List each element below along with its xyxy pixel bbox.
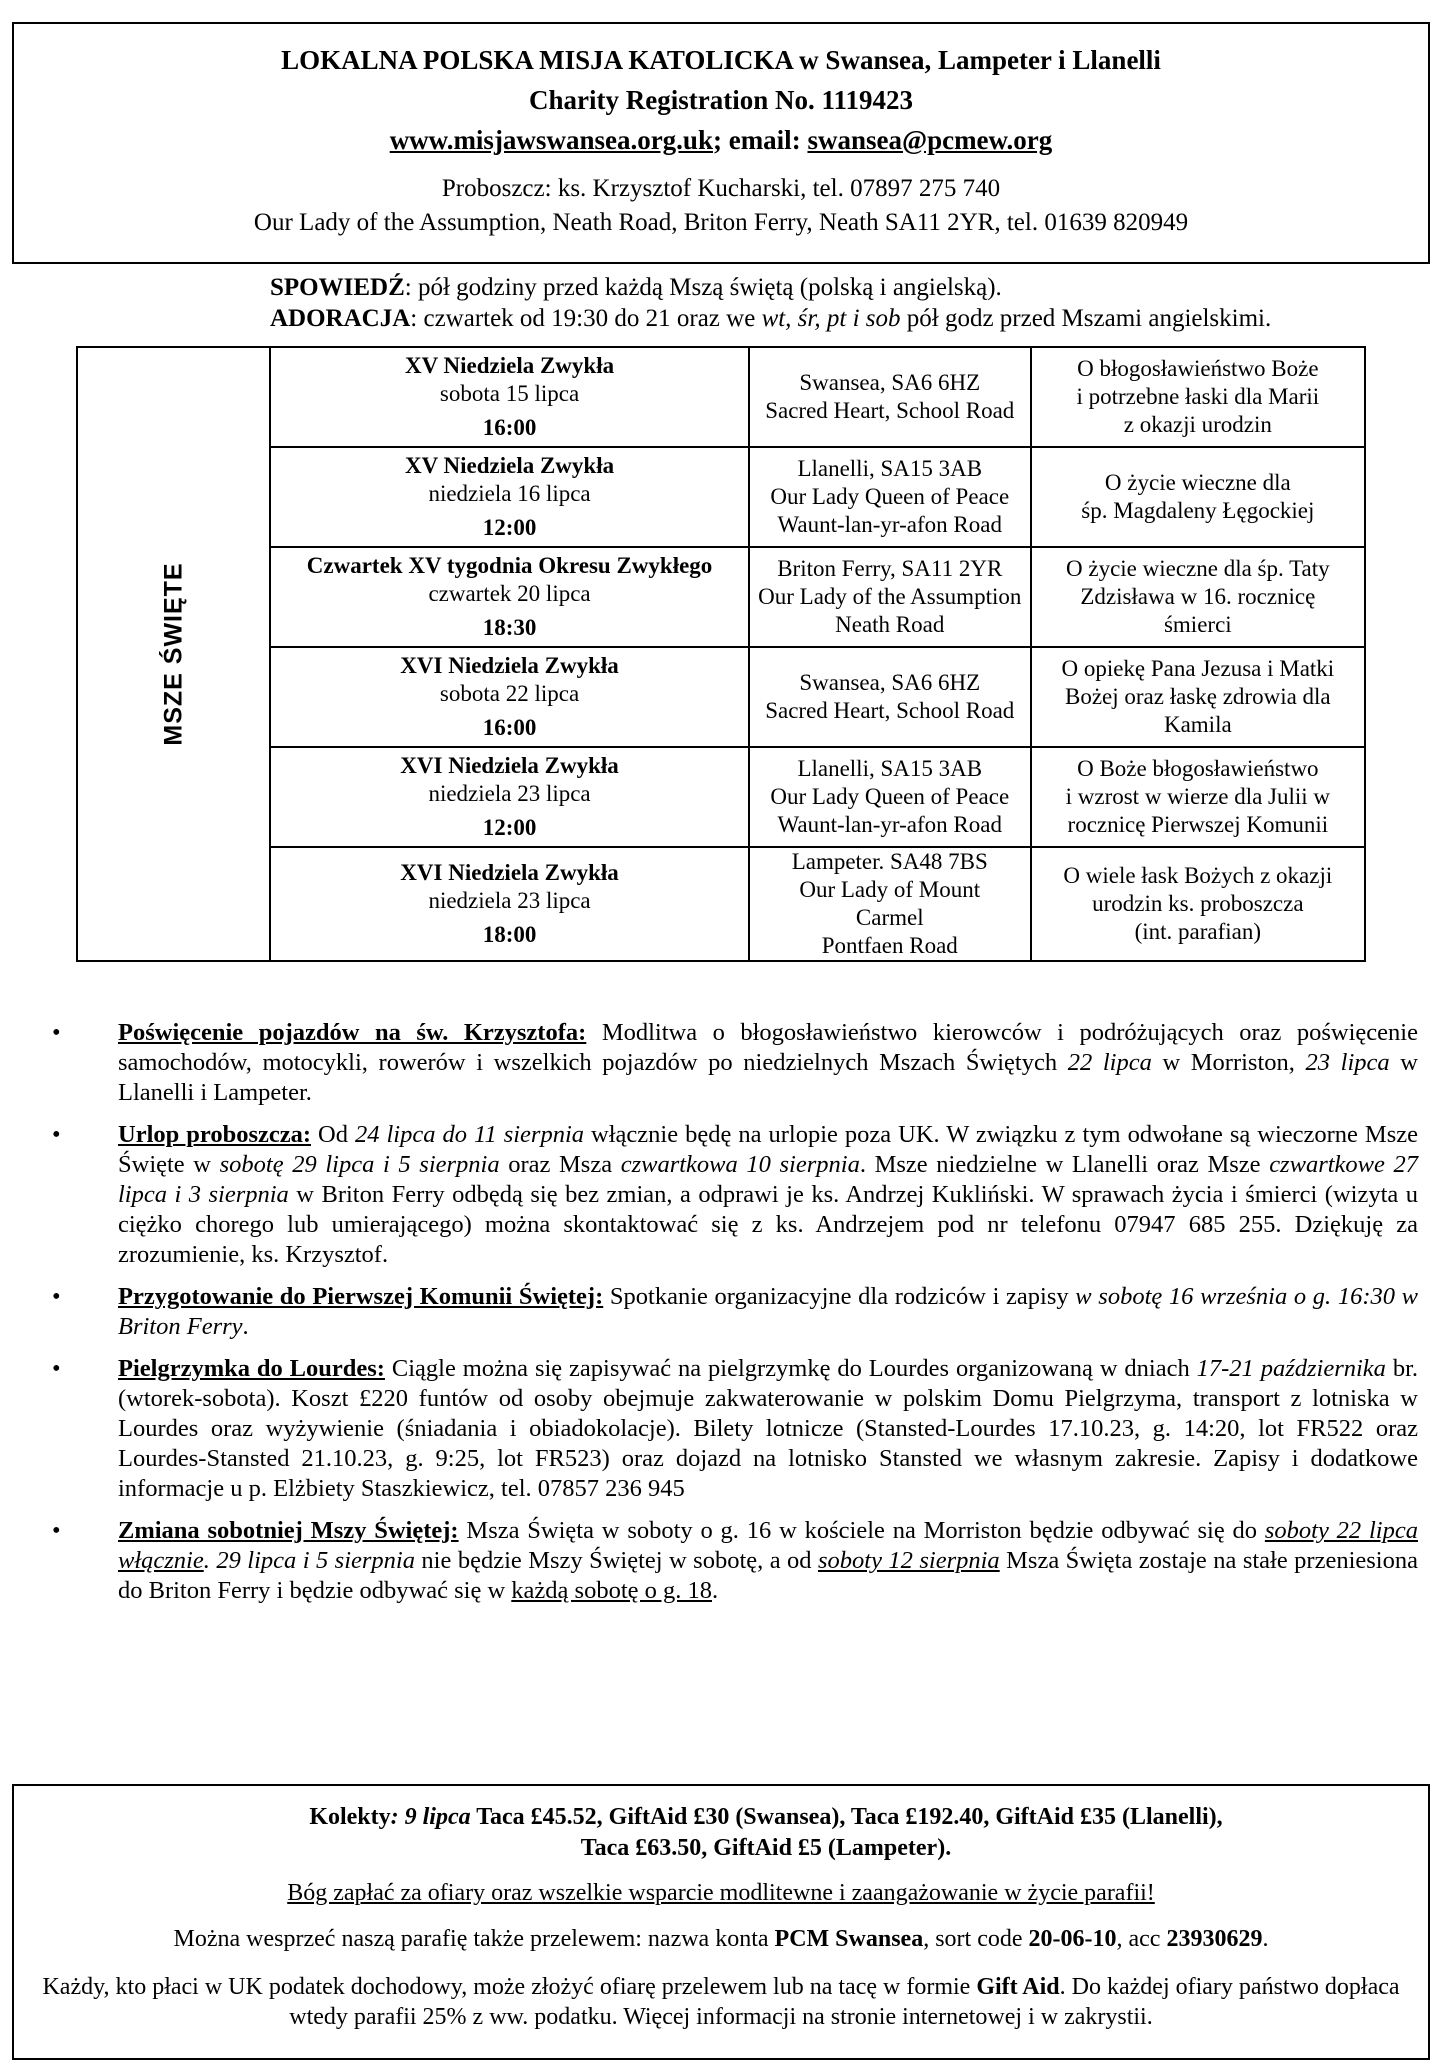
notice-text: czwartkowe 27 lipca i 3 sierpnia xyxy=(118,1151,1418,1208)
location-line: Our Lady of the Assumption xyxy=(758,584,1022,609)
header-box xyxy=(12,22,1430,264)
notice-text: w Briton Ferry odbędą się bez zmian, a odprawi je ks. Andrzej Kukliński. W sprawach życia i śmierci (wizyta u ciężko chorego lub umierającego) można skontaktować się z ks. Andrzejem pod nr telefonu 07947 685 255. Dziękuję za zrozumienie, ks. Krzysztof. xyxy=(118,1181,1418,1268)
mass-date: czwartek 20 lipca xyxy=(428,581,591,606)
intention-line: i potrzebne łaski dla Marii xyxy=(1076,384,1320,409)
mass-time: 12:00 xyxy=(482,815,537,840)
notice-text: . 29 lipca i 5 sierpnia xyxy=(203,1547,415,1574)
mass-schedule-table xyxy=(76,346,1366,962)
pastor-info: Proboszcz: ks. Krzysztof Kucharski, tel. 07897 275 740 xyxy=(441,175,1001,202)
location-line: Sacred Heart, School Road xyxy=(765,698,1015,723)
location-line: Briton Ferry, SA11 2YR xyxy=(777,556,1003,581)
mass-location-cell xyxy=(749,447,1031,547)
bullet-icon: • xyxy=(52,1019,61,1046)
notice-item xyxy=(48,1282,1418,1342)
account-name: PCM Swansea xyxy=(774,1926,924,1952)
location-line: Swansea, SA6 6HZ xyxy=(799,670,981,695)
intention-line: O życie wieczne dla śp. Taty xyxy=(1066,556,1330,581)
mass-title: XV Niedziela Zwykła xyxy=(404,353,615,378)
collections-line-1: Taca £45.52, GiftAid £30 (Swansea), Taca £192.40, GiftAid £35 (Llanelli), xyxy=(470,1804,1223,1830)
contact-links xyxy=(14,120,1428,160)
notice-text: każdą sobotę o g. 18 xyxy=(511,1577,712,1604)
mass-info-cell xyxy=(270,447,749,547)
mass-intention-cell xyxy=(1031,547,1365,647)
mass-time: 16:00 xyxy=(482,715,537,740)
transfer-text: Można wesprzeć naszą parafię także przelewem: nazwa konta xyxy=(173,1926,775,1952)
charity-registration: Charity Registration No. 1119423 xyxy=(529,85,913,115)
bullet-icon: • xyxy=(52,1517,61,1544)
giftaid-text: Każdy, kto płaci w UK podatek dochodowy, może złożyć ofiarę przelewem lub na tacę w formie xyxy=(42,1974,977,2000)
notice-text: Modlitwa o błogosławieństwo kierowców i podróżujących oraz poświęcenie samochodów, motocykli, rowerów i wszelkich pojazdów po niedzielnych Mszach Świętych xyxy=(118,1019,1418,1076)
notice-heading: Poświęcenie pojazdów na św. Krzysztofa: xyxy=(118,1019,587,1046)
notice-text: . xyxy=(712,1577,719,1604)
notice-text: soboty 22 lipca włącznie xyxy=(118,1517,1418,1574)
mass-info-cell xyxy=(270,647,749,747)
intention-line: O opiekę Pana Jezusa i Matki xyxy=(1061,656,1335,681)
mass-title: XVI Niedziela Zwykła xyxy=(400,860,619,885)
mass-date: sobota 22 lipca xyxy=(439,681,580,706)
notice-text: . Msze niedzielne w Llanelli oraz Msze xyxy=(859,1151,1270,1178)
mass-title: XVI Niedziela Zwykła xyxy=(400,653,619,678)
mass-time: 18:00 xyxy=(482,922,537,947)
notice-text: 17-21 października xyxy=(1196,1355,1386,1382)
intention-line: O błogosławieństwo Boże xyxy=(1077,356,1319,381)
confession-adoration-info xyxy=(270,272,1271,334)
mass-info-cell xyxy=(270,847,749,961)
mass-info-cell xyxy=(270,547,749,647)
location-line: Our Lady of Mount xyxy=(799,877,981,902)
mission-title: LOKALNA POLSKA MISJA KATOLICKA w Swansea, Lampeter i Llanelli xyxy=(281,45,1161,75)
notice-heading: Pielgrzymka do Lourdes: xyxy=(118,1355,385,1382)
sort-code: 20-06-10 xyxy=(1028,1926,1117,1952)
intention-line: O wiele łask Bożych z okazji xyxy=(1063,863,1333,888)
intention-line: rocznicę Pierwszej Komunii xyxy=(1067,812,1329,837)
email-link[interactable]: swansea@pcmew.org xyxy=(807,125,1053,155)
location-line: Waunt-lan-yr-afon Road xyxy=(777,812,1002,837)
notice-text: Spotkanie organizacyjne dla rodziców i zapisy xyxy=(603,1283,1076,1310)
notice-item xyxy=(48,1354,1418,1504)
location-line: Llanelli, SA15 3AB xyxy=(797,456,983,481)
location-line: Sacred Heart, School Road xyxy=(765,398,1015,423)
notice-text: 23 lipca xyxy=(1305,1049,1390,1076)
adoration-days: wt, śr, pt i sob xyxy=(761,305,901,332)
location-line: Our Lady Queen of Peace xyxy=(770,484,1010,509)
email-label: ; email: xyxy=(712,125,801,155)
mass-title: XVI Niedziela Zwykła xyxy=(400,753,619,778)
notice-text: soboty 12 sierpnia xyxy=(818,1547,1000,1574)
intention-line: z okazji urodzin xyxy=(1123,412,1272,437)
adoration-line xyxy=(270,303,1271,334)
mass-date: niedziela 23 lipca xyxy=(428,888,591,913)
account-number: 23930629 xyxy=(1166,1926,1263,1952)
notice-text: Msza Święta zostaje na stałe przeniesiona do Briton Ferry i będzie odbywać się w xyxy=(118,1547,1418,1604)
adoration-text: : czwartek od 19:30 do 21 oraz we xyxy=(410,305,762,332)
notice-heading: Zmiana sobotniej Mszy Świętej: xyxy=(118,1517,459,1544)
location-line: Llanelli, SA15 3AB xyxy=(797,756,983,781)
intention-line: O Boże błogosławieństwo xyxy=(1077,756,1319,781)
notice-text: 22 lipca xyxy=(1067,1049,1152,1076)
notice-text: oraz Msza xyxy=(499,1151,621,1178)
mass-location-cell xyxy=(749,547,1031,647)
notice-text: czwartkowa 10 sierpnia xyxy=(620,1151,860,1178)
mass-row xyxy=(77,347,1365,447)
side-label-cell xyxy=(77,347,270,961)
collections-date: : 9 lipca xyxy=(390,1804,471,1830)
location-line: Waunt-lan-yr-afon Road xyxy=(777,512,1002,537)
intention-line: O życie wieczne dla xyxy=(1104,470,1291,495)
location-line: Carmel xyxy=(855,905,924,930)
collections-line-2: Taca £63.50, GiftAid £5 (Lampeter). xyxy=(580,1835,952,1861)
adoration-text-end: pół godz przed Mszami angielskimi. xyxy=(900,305,1272,332)
mass-info-cell xyxy=(270,347,749,447)
location-line: Swansea, SA6 6HZ xyxy=(799,370,981,395)
location-line: Our Lady Queen of Peace xyxy=(770,784,1010,809)
adoration-label: ADORACJA xyxy=(270,305,411,332)
mass-intention-cell xyxy=(1031,347,1365,447)
collections-box xyxy=(12,1784,1430,2060)
mass-intention-cell xyxy=(1031,747,1365,847)
giftaid-info xyxy=(14,1972,1428,2032)
mass-intention-cell xyxy=(1031,447,1365,547)
mass-location-cell xyxy=(749,747,1031,847)
notice-item xyxy=(48,1516,1418,1606)
notice-item xyxy=(48,1018,1418,1108)
notice-heading: Przygotowanie do Pierwszej Komunii Świętej: xyxy=(118,1283,604,1310)
mass-time: 16:00 xyxy=(482,415,537,440)
notice-text: nie będzie Mszy Świętej w sobotę, a od xyxy=(414,1547,818,1574)
mass-date: sobota 15 lipca xyxy=(439,381,580,406)
mass-intention-cell xyxy=(1031,847,1365,961)
bullet-icon: • xyxy=(52,1283,61,1310)
notice-text: w Llanelli i Lampeter. xyxy=(118,1049,1418,1106)
collections-label: Kolekty xyxy=(309,1804,391,1830)
notice-heading: Urlop proboszcza: xyxy=(118,1121,312,1148)
mass-title: Czwartek XV tygodnia Okresu Zwykłego xyxy=(306,553,713,578)
intention-line: i wzrost w wierze dla Julii w xyxy=(1065,784,1331,809)
intention-line: Kamila xyxy=(1163,712,1232,737)
location-line: Pontfaen Road xyxy=(821,933,958,958)
intention-line: Zdzisława w 16. rocznicę xyxy=(1080,584,1316,609)
bullet-icon: • xyxy=(52,1355,61,1382)
intention-line: Bożej oraz łaskę zdrowia dla xyxy=(1064,684,1331,709)
mass-title: XV Niedziela Zwykła xyxy=(404,453,615,478)
location-line: Neath Road xyxy=(835,612,945,637)
notice-text: Msza Święta w soboty o g. 16 w kościele na Morriston będzie odbywać się do xyxy=(458,1517,1265,1544)
confession-label: SPOWIEDŹ xyxy=(270,274,405,301)
notice-text: br. (wtorek-sobota). Koszt £220 funtów od osoby obejmuje zakwaterowanie w polskim Domu Pielgrzyma, transport z lotniska w Lourdes oraz wyżywienie (śniadania i obiadokolacje). Bilety lotnicze (Stansted-Lourdes 17.10.23, g. 14:20, lot FR522 oraz Lourdes-Stansted 21.10.23, g. 9:25, lot FR523) oraz dojazd na lotnisko Stansted we własnym zakresie. Zapisy i dodatkowe informacje u p. Elżbiety Staszkiewicz, tel. 07857 236 945 xyxy=(118,1355,1419,1502)
notices-list xyxy=(48,1018,1418,1618)
transfer-text-2: , sort code xyxy=(923,1926,1029,1952)
mass-date: niedziela 16 lipca xyxy=(428,481,591,506)
notice-text: 24 lipca do 11 sierpnia xyxy=(354,1121,585,1148)
transfer-text-3: , acc xyxy=(1116,1926,1167,1952)
bank-transfer-info xyxy=(14,1924,1428,1954)
giftaid-text-2: . Do każdej ofiary państwo dopłaca wtedy parafii 25% z ww. podatku. Więcej informacji na stronie internetowej i w zakrystii. xyxy=(289,1974,1400,2030)
mass-location-cell xyxy=(749,847,1031,961)
location-line: Lampeter. SA48 7BS xyxy=(791,849,988,874)
website-link[interactable]: www.misjawswansea.org.uk xyxy=(389,125,713,155)
notice-text: w Morriston, xyxy=(1151,1049,1306,1076)
intention-line: (int. parafian) xyxy=(1134,919,1262,944)
confession-text: : pół godziny przed każdą Mszą świętą (polską i angielską). xyxy=(404,274,1002,301)
mass-location-cell xyxy=(749,647,1031,747)
mass-time: 12:00 xyxy=(482,515,537,540)
side-label: MSZE ŚWIĘTE xyxy=(159,562,188,746)
notice-text: Ciągle można się zapisywać na pielgrzymkę do Lourdes organizowaną w dniach xyxy=(384,1355,1197,1382)
bullet-icon: • xyxy=(52,1121,61,1148)
giftaid-label: Gift Aid xyxy=(976,1974,1060,2000)
notice-text: . xyxy=(242,1313,249,1340)
confession-line xyxy=(270,272,1271,303)
mass-intention-cell xyxy=(1031,647,1365,747)
thanks-note: Bóg zapłać za ofiary oraz wszelkie wsparcie modlitewne i zaangażowanie w życie parafii! xyxy=(287,1880,1155,1906)
collections-summary xyxy=(14,1802,1428,1864)
mass-date: niedziela 23 lipca xyxy=(428,781,591,806)
intention-line: śmierci xyxy=(1163,612,1232,637)
intention-line: śp. Magdaleny Łęgockiej xyxy=(1081,498,1315,523)
transfer-text-4: . xyxy=(1262,1926,1269,1952)
mass-time: 18:30 xyxy=(482,615,537,640)
notice-text: Od xyxy=(311,1121,355,1148)
notice-item xyxy=(48,1120,1418,1270)
notice-text: włącznie będę na urlopie poza UK. W związku z tym odwołane są wieczorne Msze Święte w xyxy=(118,1121,1418,1178)
mass-location-cell xyxy=(749,347,1031,447)
intention-line: urodzin ks. proboszcza xyxy=(1092,891,1304,916)
notice-text: sobotę 29 lipca i 5 sierpnia xyxy=(219,1151,500,1178)
church-address: Our Lady of the Assumption, Neath Road, Briton Ferry, Neath SA11 2YR, tel. 01639 820949 xyxy=(253,209,1189,236)
notice-text: w sobotę 16 września o g. 16:30 w Briton Ferry xyxy=(118,1283,1418,1340)
mass-info-cell xyxy=(270,747,749,847)
